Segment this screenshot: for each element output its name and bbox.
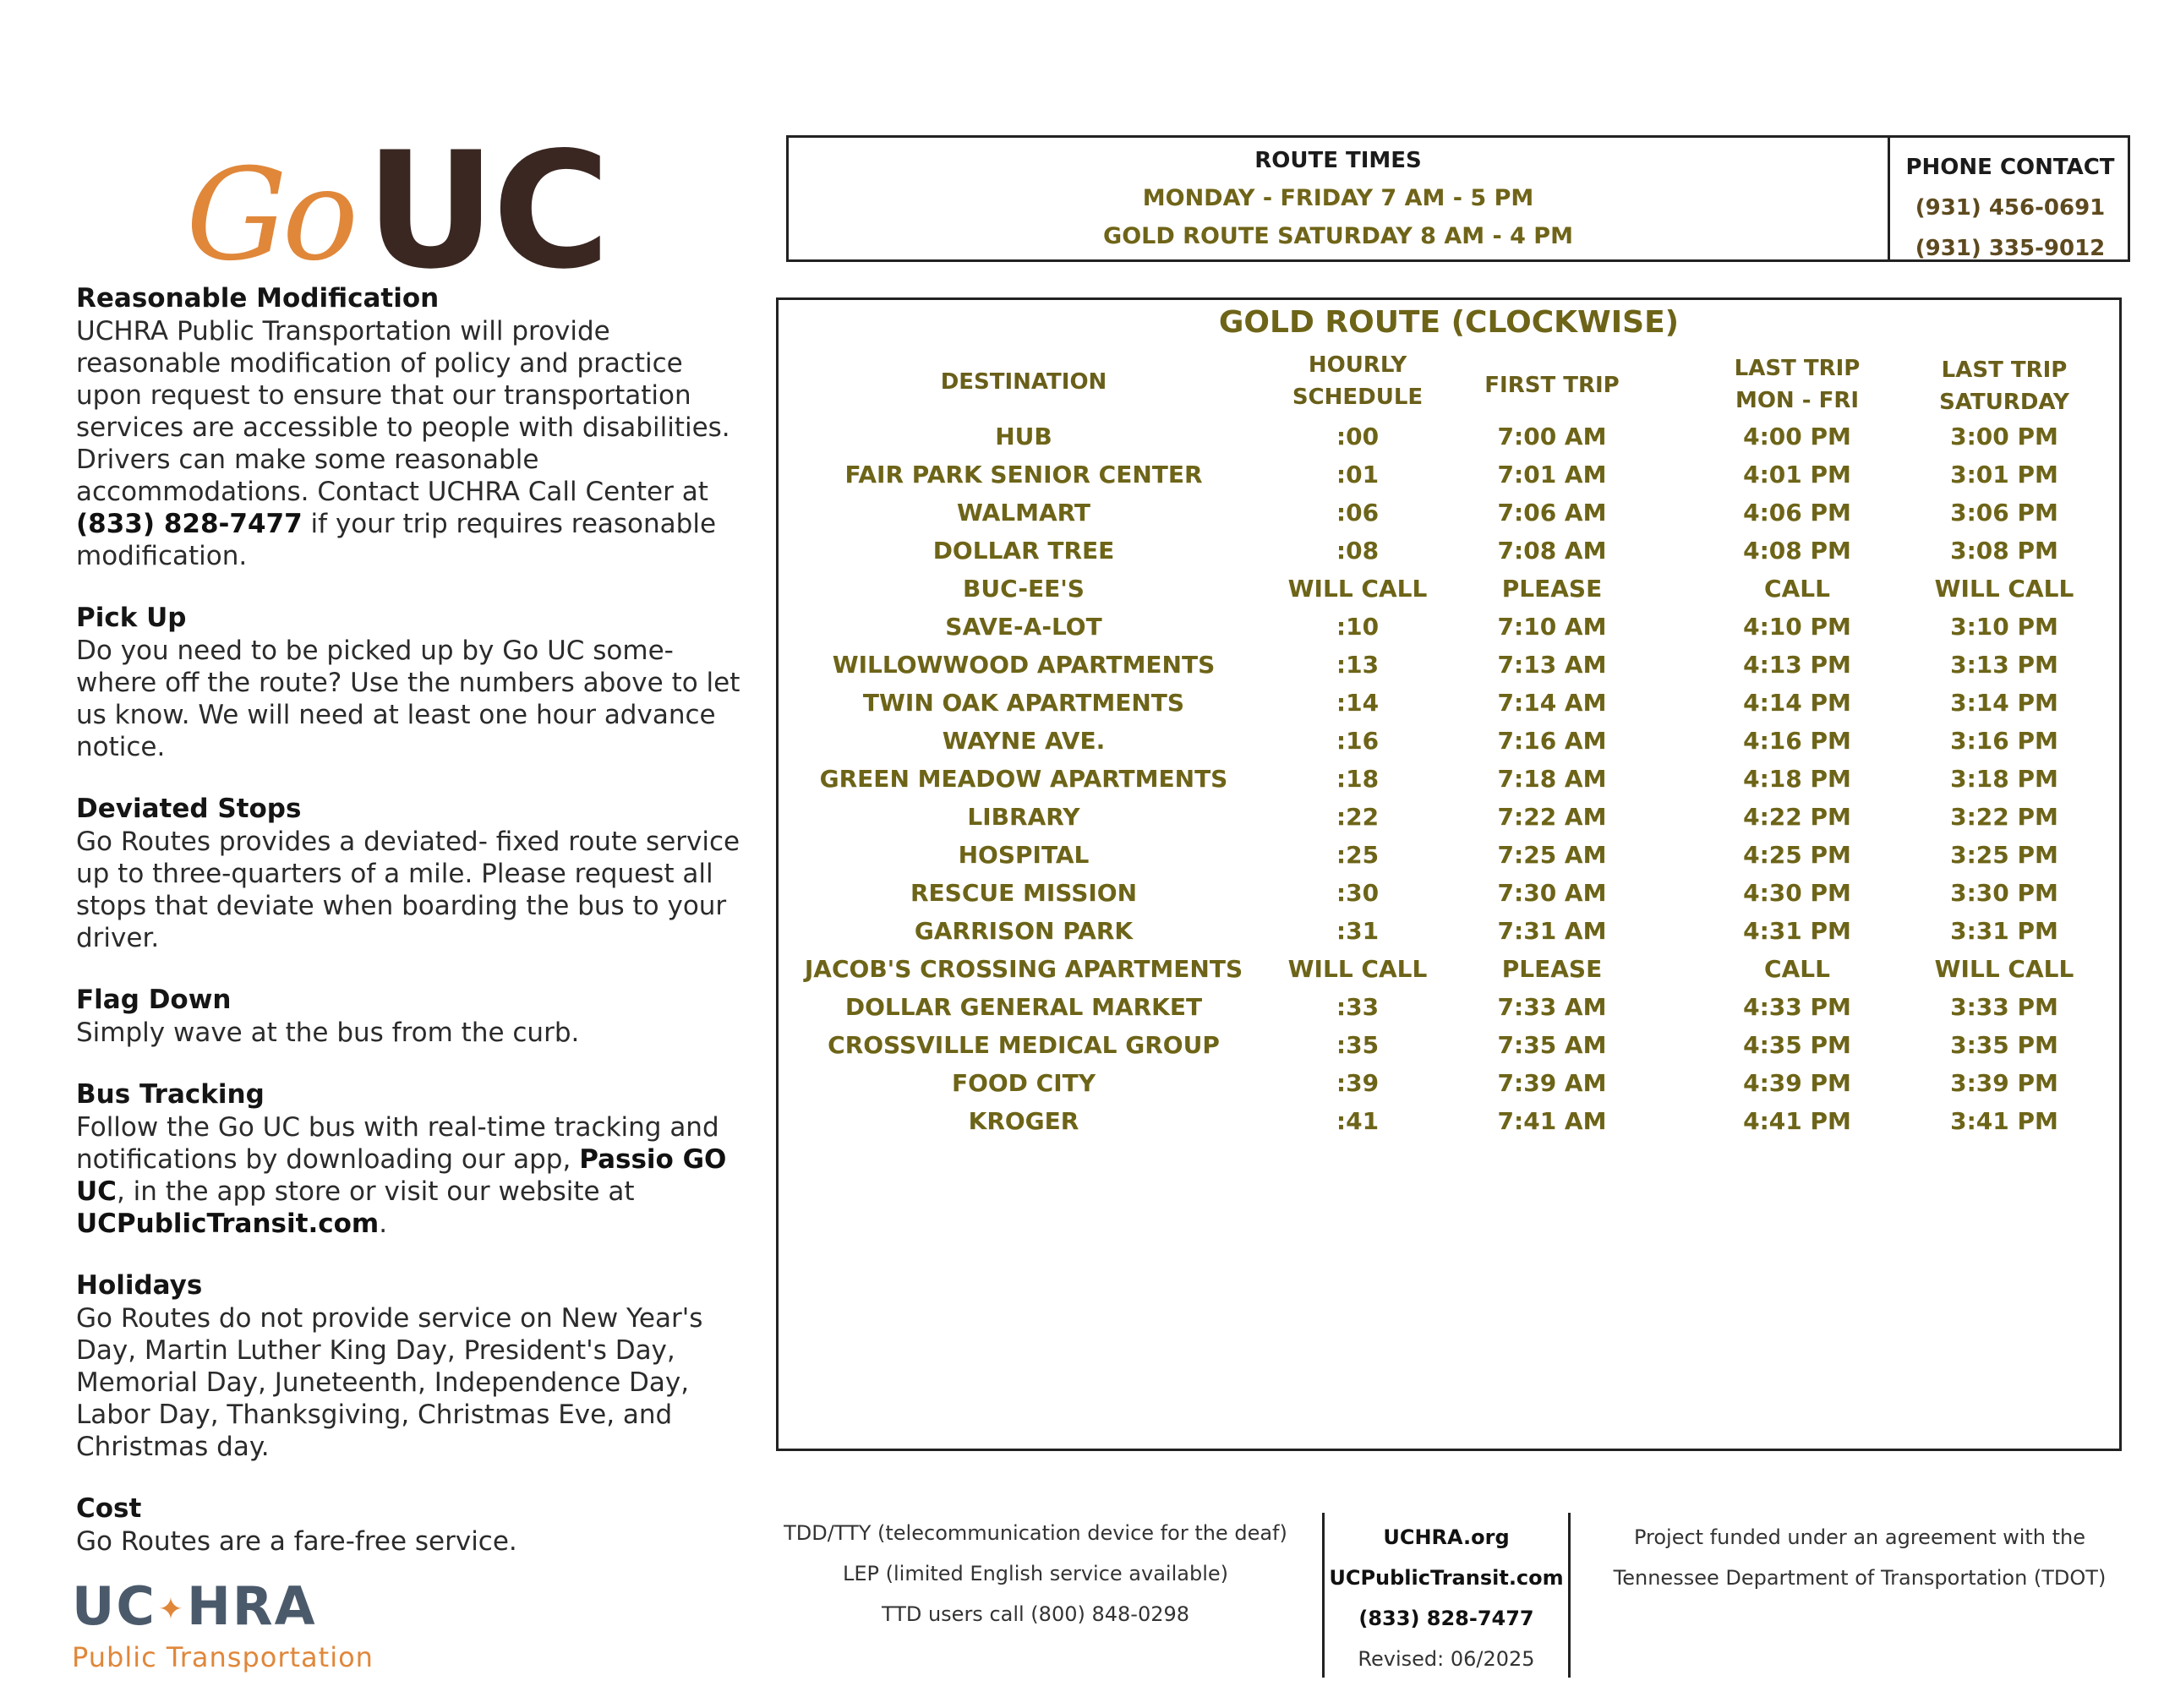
- website-link[interactable]: UCPublicTransit.com: [76, 1209, 380, 1239]
- footer-accessibility: [765, 1521, 1306, 1643]
- cell-last-trip-weekday: 4:08 PM: [1743, 537, 1851, 565]
- cell-last-trip-saturday: 3:06 PM: [1950, 499, 2058, 527]
- cell-hourly: :31: [1336, 917, 1380, 945]
- header-last-trip-mon-fri: LAST TRIP MON - FRI: [1734, 356, 1861, 413]
- app-name: Passio GO UC: [76, 1144, 727, 1207]
- cell-destination: CROSSVILLE MEDICAL GROUP: [828, 1031, 1220, 1059]
- cell-hourly: :18: [1336, 765, 1380, 793]
- cell-first-trip: 7:14 AM: [1497, 689, 1607, 717]
- uchra-logo: [72, 1575, 374, 1673]
- cell-last-trip-saturday: WILL CALL: [1934, 955, 2074, 983]
- route-title: GOLD ROUTE (CLOCKWISE): [1218, 305, 1680, 340]
- cell-hourly: :39: [1336, 1069, 1380, 1097]
- cell-first-trip: 7:16 AM: [1497, 727, 1607, 755]
- cell-destination: DOLLAR TREE: [932, 537, 1115, 565]
- table-row: [779, 456, 2119, 494]
- cell-destination: RESCUE MISSION: [910, 879, 1138, 907]
- table-row: [779, 418, 2119, 456]
- cell-last-trip-saturday: 3:14 PM: [1950, 689, 2058, 717]
- cell-hourly: :22: [1336, 803, 1380, 831]
- cell-first-trip: 7:33 AM: [1497, 993, 1607, 1021]
- cell-last-trip-weekday: 4:31 PM: [1743, 917, 1851, 945]
- table-row: [779, 685, 2119, 722]
- cell-last-trip-saturday: 3:31 PM: [1950, 917, 2058, 945]
- section-heading: Cost: [76, 1493, 142, 1524]
- section-reasonable-modification: [76, 283, 752, 572]
- cell-destination: HUB: [995, 423, 1052, 450]
- cell-destination: TWIN OAK APARTMENTS: [862, 689, 1185, 717]
- footer-funding: [1585, 1525, 2134, 1607]
- cell-hourly: :10: [1336, 613, 1380, 641]
- cell-last-trip-weekday: 4:22 PM: [1743, 803, 1851, 831]
- section-text: UCHRA Public Transportation will provide reasonable modification of policy and practice upon request to ensure that our transportation services are accessible to people with disabilities. Drivers can make some reasonable accommodations. Contact UCHRA Call Center at (833) 828-7477 if your trip requires reasonable modification.: [76, 316, 730, 571]
- cell-last-trip-saturday: 3:33 PM: [1950, 993, 2058, 1021]
- cell-last-trip-saturday: 3:16 PM: [1950, 727, 2058, 755]
- cell-first-trip: 7:13 AM: [1497, 651, 1607, 679]
- cell-first-trip: 7:25 AM: [1497, 841, 1607, 869]
- cell-last-trip-saturday: 3:00 PM: [1950, 423, 2058, 450]
- cell-hourly: :00: [1336, 423, 1380, 450]
- cell-first-trip: 7:10 AM: [1497, 613, 1607, 641]
- section-heading: Pick Up: [76, 603, 187, 633]
- table-row: [779, 799, 2119, 836]
- cell-hourly: WILL CALL: [1287, 955, 1428, 983]
- footer-lep: LEP (limited English service available): [843, 1562, 1228, 1585]
- uchra-subtitle: Public Transportation: [72, 1641, 374, 1673]
- route-times: [789, 138, 1888, 259]
- cell-first-trip: 7:18 AM: [1497, 765, 1607, 793]
- cell-destination: WILLOWWOOD APARTMENTS: [832, 651, 1216, 679]
- section-text: Go Routes do not provide service on New Year's Day, Martin Luther King Day, President's Day, Memorial Day, Juneteenth, Independence Day, Labor Day, Thanksgiving, Christmas Eve, and Christmas day.: [76, 1303, 703, 1462]
- footer-tdd: TDD/TTY (telecommunication device for the deaf): [784, 1521, 1287, 1545]
- cell-last-trip-saturday: 3:08 PM: [1950, 537, 2058, 565]
- cell-destination: HOSPITAL: [958, 841, 1090, 869]
- cell-last-trip-saturday: 3:13 PM: [1950, 651, 2058, 679]
- phone-number[interactable]: (931) 456-0691: [1915, 195, 2106, 221]
- cell-first-trip: 7:00 AM: [1497, 423, 1607, 450]
- cell-last-trip-weekday: CALL: [1764, 575, 1830, 603]
- cell-hourly: :13: [1336, 651, 1380, 679]
- cell-destination: GREEN MEADOW APARTMENTS: [819, 765, 1228, 793]
- table-row: [779, 951, 2119, 988]
- cell-last-trip-saturday: 3:30 PM: [1950, 879, 2058, 907]
- table-row: [779, 761, 2119, 798]
- table-row: [779, 875, 2119, 912]
- route-times-box: [786, 135, 2130, 262]
- header-hourly-schedule: HOURLY SCHEDULE: [1292, 352, 1424, 410]
- cell-last-trip-saturday: 3:39 PM: [1950, 1069, 2058, 1097]
- cell-first-trip: 7:22 AM: [1497, 803, 1607, 831]
- cell-destination: JACOB'S CROSSING APARTMENTS: [804, 955, 1243, 983]
- cell-first-trip: 7:30 AM: [1497, 879, 1607, 907]
- footer-funding-line: Project funded under an agreement with the: [1633, 1525, 2086, 1549]
- gouc-logo: [186, 117, 607, 304]
- section-text: Go Routes provides a deviated- fixed route service up to three-quarters of a mile. Please request all stops that deviate when boarding the bus to your driver.: [76, 827, 740, 953]
- cell-last-trip-weekday: 4:35 PM: [1743, 1031, 1851, 1059]
- cell-last-trip-saturday: 3:10 PM: [1950, 613, 2058, 641]
- cell-last-trip-weekday: 4:41 PM: [1743, 1107, 1851, 1135]
- phone-contact: [1890, 138, 2130, 259]
- footer-divider: [1568, 1513, 1571, 1678]
- cell-hourly: :16: [1336, 727, 1380, 755]
- section-text: Go Routes are a fare-free service.: [76, 1526, 517, 1557]
- cell-destination: WAYNE AVE.: [942, 727, 1106, 755]
- cell-first-trip: 7:39 AM: [1497, 1069, 1607, 1097]
- section-text: Simply wave at the bus from the curb.: [76, 1018, 580, 1048]
- cell-first-trip: PLEASE: [1501, 955, 1603, 983]
- section-text: Follow the Go UC bus with real-time tracking and notifications by downloading our app, Passio GO UC, in the app store or visit our website at UCPublicTransit.com.: [76, 1112, 727, 1239]
- phone-contact-title: PHONE CONTACT: [1905, 155, 2115, 180]
- cell-first-trip: PLEASE: [1501, 575, 1603, 603]
- cell-last-trip-weekday: 4:06 PM: [1743, 499, 1851, 527]
- cell-last-trip-weekday: 4:10 PM: [1743, 613, 1851, 641]
- cell-destination: FAIR PARK SENIOR CENTER: [844, 461, 1203, 488]
- cell-last-trip-saturday: 3:01 PM: [1950, 461, 2058, 488]
- table-row: [779, 1103, 2119, 1140]
- footer-funding-line: Tennessee Department of Transportation (TDOT): [1613, 1566, 2107, 1590]
- footer-uchra-link[interactable]: UCHRA.org: [1383, 1525, 1510, 1549]
- info-column: [76, 283, 752, 1588]
- cell-hourly: WILL CALL: [1287, 575, 1428, 603]
- table-row: [779, 837, 2119, 874]
- table-row: [779, 647, 2119, 684]
- section-pick-up: [76, 603, 752, 763]
- cell-hourly: :01: [1336, 461, 1380, 488]
- section-heading: Reasonable Modification: [76, 283, 440, 314]
- section-deviated-stops: [76, 794, 752, 954]
- cell-last-trip-saturday: 3:18 PM: [1950, 765, 2058, 793]
- header-last-trip-saturday: LAST TRIP SATURDAY: [1939, 357, 2069, 415]
- cell-hourly: :41: [1336, 1107, 1380, 1135]
- cell-destination: SAVE-A-LOT: [945, 613, 1102, 641]
- table-row: [779, 494, 2119, 532]
- section-heading: Flag Down: [76, 985, 232, 1015]
- table-row: [779, 723, 2119, 760]
- cell-last-trip-saturday: WILL CALL: [1934, 575, 2074, 603]
- cell-last-trip-weekday: 4:01 PM: [1743, 461, 1851, 488]
- footer-contact: [1325, 1525, 1568, 1671]
- cell-first-trip: 7:35 AM: [1497, 1031, 1607, 1059]
- table-row: [779, 1027, 2119, 1064]
- cell-destination: GARRISON PARK: [914, 917, 1134, 945]
- cell-last-trip-weekday: CALL: [1764, 955, 1830, 983]
- uchra-name: UC✦HRA: [72, 1575, 317, 1637]
- cell-destination: DOLLAR GENERAL MARKET: [844, 993, 1203, 1021]
- phone-number[interactable]: (931) 335-9012: [1915, 236, 2106, 261]
- schedule-box: [776, 297, 2122, 1451]
- cell-hourly: :30: [1336, 879, 1380, 907]
- footer-website-link[interactable]: UCPublicTransit.com: [1329, 1566, 1564, 1590]
- cell-last-trip-saturday: 3:35 PM: [1950, 1031, 2058, 1059]
- header-first-trip: FIRST TRIP: [1484, 373, 1620, 398]
- cell-first-trip: 7:06 AM: [1497, 499, 1607, 527]
- cell-last-trip-weekday: 4:25 PM: [1743, 841, 1851, 869]
- footer-phone[interactable]: (833) 828-7477: [1358, 1607, 1534, 1630]
- cell-hourly: :33: [1336, 993, 1380, 1021]
- logo-go-text: Go: [186, 142, 354, 289]
- cell-destination: KROGER: [968, 1107, 1079, 1135]
- cell-hourly: :06: [1336, 499, 1380, 527]
- schedule-header: [779, 349, 2119, 415]
- cell-hourly: :25: [1336, 841, 1380, 869]
- cell-hourly: :08: [1336, 537, 1380, 565]
- cell-last-trip-saturday: 3:25 PM: [1950, 841, 2058, 869]
- section-flag-down: [76, 985, 752, 1049]
- weekday-hours: MONDAY - FRIDAY 7 AM - 5 PM: [1142, 185, 1534, 211]
- header-destination: DESTINATION: [940, 369, 1107, 395]
- section-text: Do you need to be picked up by Go UC some-where off the route? Use the numbers above to let us know. We will need at least one hour advance notice.: [76, 636, 740, 762]
- cell-last-trip-saturday: 3:41 PM: [1950, 1107, 2058, 1135]
- saturday-hours: GOLD ROUTE SATURDAY 8 AM - 4 PM: [1103, 223, 1573, 249]
- cell-hourly: :35: [1336, 1031, 1380, 1059]
- logo-uc-text: UC: [365, 117, 607, 304]
- section-heading: Holidays: [76, 1270, 203, 1301]
- cell-last-trip-weekday: 4:16 PM: [1743, 727, 1851, 755]
- cell-first-trip: 7:41 AM: [1497, 1107, 1607, 1135]
- section-holidays: [76, 1270, 752, 1463]
- section-heading: Deviated Stops: [76, 794, 302, 824]
- section-bus-tracking: [76, 1079, 752, 1240]
- table-row: [779, 532, 2119, 570]
- table-row: [779, 570, 2119, 608]
- footer-ttd: TTD users call (800) 848-0298: [881, 1602, 1190, 1626]
- cell-first-trip: 7:31 AM: [1497, 917, 1607, 945]
- route-times-title: ROUTE TIMES: [1254, 148, 1422, 173]
- section-heading: Bus Tracking: [76, 1079, 265, 1110]
- cell-first-trip: 7:01 AM: [1497, 461, 1607, 488]
- star-icon: ✦: [157, 1591, 186, 1627]
- cell-hourly: :14: [1336, 689, 1380, 717]
- cell-destination: FOOD CITY: [951, 1069, 1096, 1097]
- cell-last-trip-weekday: 4:30 PM: [1743, 879, 1851, 907]
- table-row: [779, 989, 2119, 1026]
- table-row: [779, 1065, 2119, 1102]
- cell-destination: BUC-EE'S: [963, 575, 1085, 603]
- table-row: [779, 608, 2119, 646]
- cell-last-trip-weekday: 4:13 PM: [1743, 651, 1851, 679]
- cell-last-trip-weekday: 4:14 PM: [1743, 689, 1851, 717]
- cell-last-trip-weekday: 4:00 PM: [1743, 423, 1851, 450]
- cell-destination: LIBRARY: [967, 803, 1080, 831]
- cell-last-trip-weekday: 4:39 PM: [1743, 1069, 1851, 1097]
- section-cost: [76, 1493, 752, 1558]
- cell-destination: WALMART: [956, 499, 1091, 527]
- footer-revised: Revised: 06/2025: [1358, 1647, 1535, 1671]
- cell-last-trip-weekday: 4:18 PM: [1743, 765, 1851, 793]
- table-row: [779, 913, 2119, 950]
- cell-last-trip-saturday: 3:22 PM: [1950, 803, 2058, 831]
- cell-last-trip-weekday: 4:33 PM: [1743, 993, 1851, 1021]
- cell-first-trip: 7:08 AM: [1497, 537, 1607, 565]
